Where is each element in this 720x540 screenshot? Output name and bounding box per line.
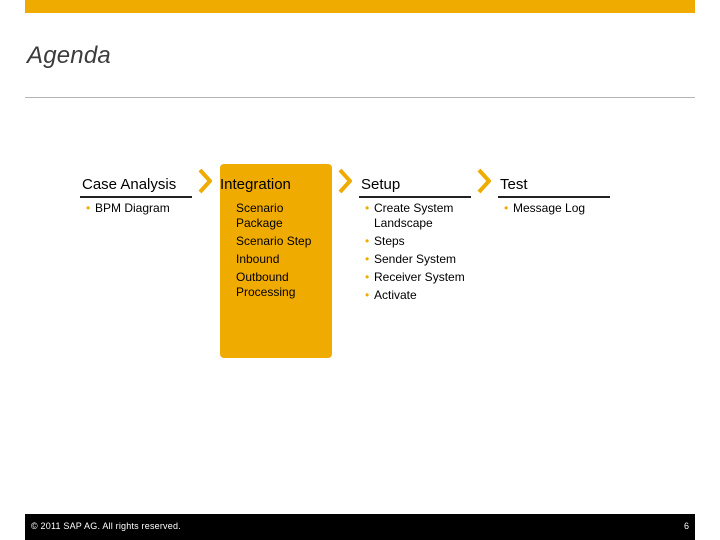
column-item-list	[359, 198, 471, 303]
column-heading-bar	[220, 164, 332, 198]
agenda-column-test	[498, 164, 610, 219]
column-heading: Setup	[361, 176, 401, 193]
bullet-icon: •	[365, 270, 370, 284]
bullet-icon: •	[504, 201, 509, 215]
column-item-list	[498, 198, 610, 216]
column-item-list	[220, 198, 332, 300]
list-item: • Steps	[365, 234, 405, 248]
chevron-right-icon	[477, 168, 491, 194]
bullet-icon: •	[365, 288, 370, 302]
column-heading: Test	[500, 176, 528, 193]
column-heading-bar	[359, 164, 471, 198]
slide-title: Agenda	[27, 42, 111, 69]
bullet-icon: •	[365, 201, 370, 215]
list-item: Inbound	[236, 252, 280, 266]
list-item: • Activate	[365, 288, 417, 302]
agenda-column-case-analysis	[80, 164, 192, 219]
footer-bar	[25, 514, 695, 540]
list-item: Scenario Step	[236, 234, 312, 248]
list-item: • Sender System	[365, 252, 457, 266]
copyright-text: © 2011 SAP AG. All rights reserved.	[31, 521, 181, 531]
list-item: • Create System Landscape	[365, 201, 454, 230]
agenda-column-integration	[220, 164, 332, 358]
list-item: • Message Log	[504, 201, 586, 215]
bullet-icon: •	[365, 234, 370, 248]
column-item-list	[80, 198, 192, 216]
top-accent-bar	[25, 0, 695, 13]
bullet-icon: •	[86, 201, 91, 215]
title-divider	[25, 97, 695, 98]
list-item: Scenario Package	[236, 201, 284, 230]
bullet-icon: •	[365, 252, 370, 266]
column-heading-bar	[498, 164, 610, 198]
agenda-column-setup	[359, 164, 471, 306]
list-item: • Receiver System	[365, 270, 465, 284]
column-heading: Integration	[220, 176, 291, 193]
page-number: 6	[683, 521, 689, 531]
list-item: • BPM Diagram	[86, 201, 170, 215]
column-heading: Case Analysis	[82, 176, 177, 193]
list-item: Outbound Processing	[236, 270, 296, 299]
chevron-right-icon	[198, 168, 212, 194]
column-heading-bar	[80, 164, 192, 198]
chevron-right-icon	[338, 168, 352, 194]
